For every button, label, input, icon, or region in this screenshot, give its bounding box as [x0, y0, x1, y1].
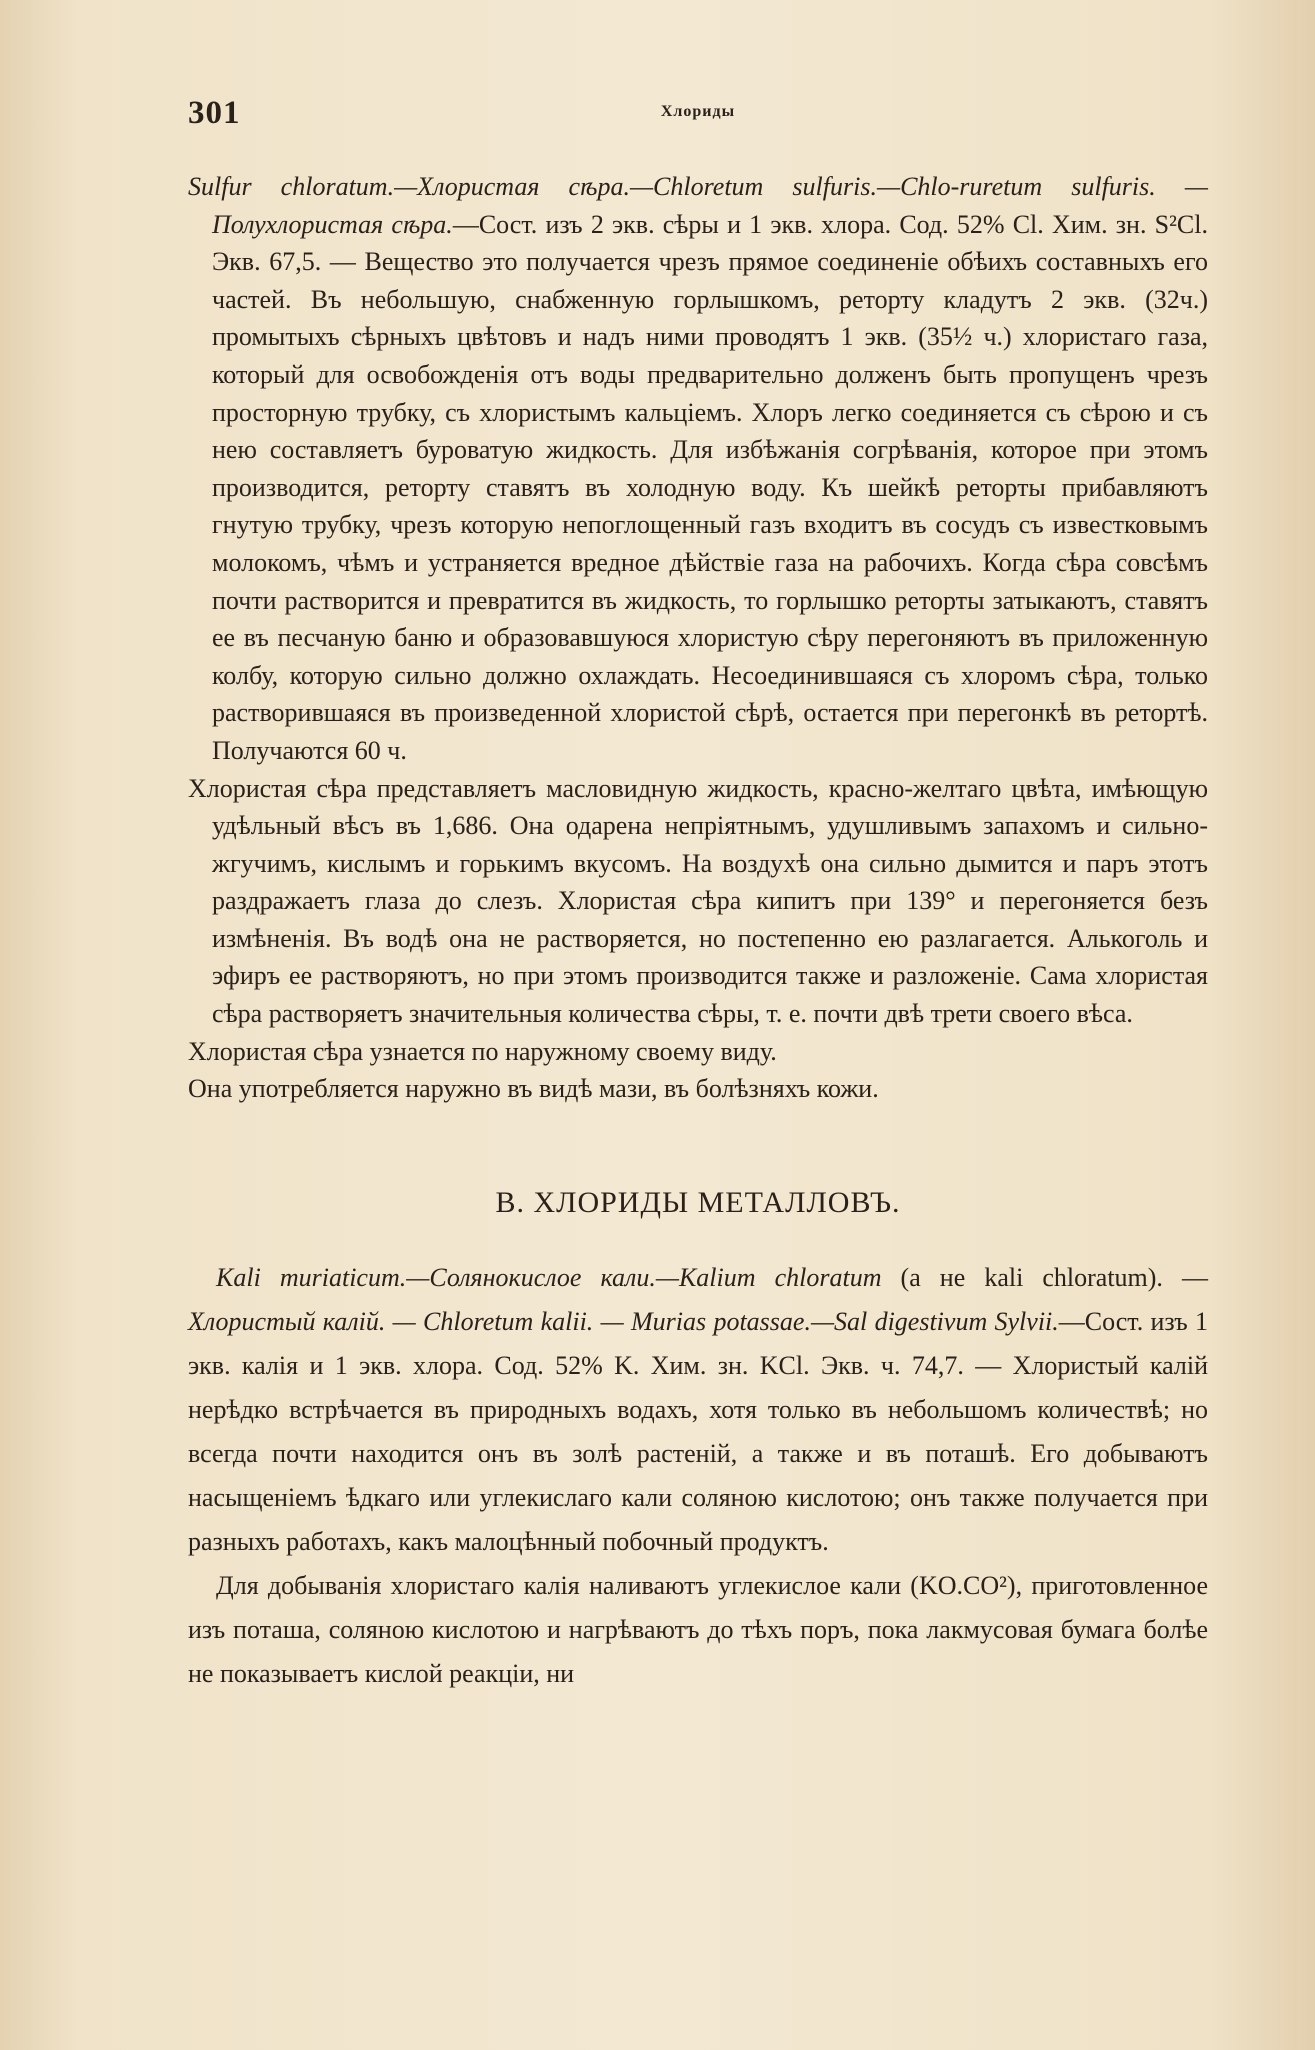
- entry-names: Sulfur chloratum.—Хлористая сѣра.—Chloretum sulfuris.—Chlo-ruretum sulfuris. — Полухлористая сѣра.: [188, 172, 1208, 239]
- entry-properties: [188, 770, 1208, 1033]
- entry-names-2: Хлористый калій. — Chloretum kalii. — Murias potassae.—Sal digestivum Sylvii.: [188, 1306, 1059, 1336]
- section-title: B. ХЛОРИДЫ МЕТАЛЛОВЪ.: [495, 1185, 901, 1219]
- entry-text-1: (а не kali chloratum). —: [881, 1262, 1208, 1292]
- entry-text-2: —Сост. изъ 1 экв. калія и 1 экв. хлора. Сод. 52% K. Хим. зн. KCl. Экв. ч. 74,7. — Хлористый калій нерѣдко встрѣчается въ природныхъ водахъ, хотя только въ небольшомъ количествѣ; но всегда почти находится онъ въ золѣ растеній, а также и въ поташѣ. Его добываютъ насыщеніемъ ѣдкаго или углекислаго кали соляною кислотою; онъ также получается при разныхъ работахъ, какъ малоцѣнный побочный продуктъ.: [188, 1306, 1208, 1556]
- entry-properties-text: Хлористая сѣра представляетъ масловидную жидкость, красно-желтаго цвѣта, имѣющую удѣльный вѣсъ въ 1,686. Она одарена непріятнымъ, удушливымъ запахомъ и сильно-жгучимъ, кислымъ и горькимъ вкусомъ. На воздухѣ она сильно дымится и паръ этотъ раздражаетъ глаза до слезъ. Хлористая сѣра кипитъ при 139° и перегоняется безъ измѣненія. Въ водѣ она не растворяется, но постепенно ею разлагается. Алькоголь и эфиръ ее растворяютъ, но при этомъ производится также и разложеніе. Сама хлористая сѣра растворяетъ значительныя количества сѣры, т. е. почти двѣ трети своего вѣса.: [188, 773, 1208, 1029]
- identification-line: Хлористая сѣра узнается по наружному своему виду.: [188, 1036, 777, 1066]
- page-header: [188, 95, 1208, 145]
- entry-text: —Сост. изъ 2 экв. сѣры и 1 экв. хлора. Сод. 52% Cl. Хим. зн. S²Cl. Экв. 67,5. — Вещество это получается чрезъ прямое соединеніе обѣихъ составныхъ его частей. Въ небольшую, снабженную горлышкомъ, реторту кладутъ 2 экв. (32ч.) промытыхъ сѣрныхъ цвѣтовъ и надъ ними проводятъ 1 экв. (35½ ч.) хлористаго газа, который для освобожденія отъ воды предварительно долженъ быть пропущенъ чрезъ просторную трубку, съ хлористымъ кальціемъ. Хлоръ легко соединяется съ сѣрою и съ нею составляетъ буроватую жидкость. Для избѣжанія согрѣванія, которое при этомъ производится, реторту ставятъ въ холодную воду. Къ шейкѣ реторты прибавляютъ гнутую трубку, чрезъ которую непоглощенный газъ входитъ въ сосудъ съ известковымъ молокомъ, чѣмъ и устраняется вредное дѣйствіе газа на рабочихъ. Когда сѣра совсѣмъ почти растворится и превратится въ жидкость, то горлышко реторты затыкаютъ, ставятъ ее въ песчаную баню и образовавшуюся хлористую сѣру перегоняютъ въ приложенную колбу, которую сильно должно охлаждать. Несоединившаяся съ хлоромъ сѣра, только растворившаяся въ произведенной хлористой сѣрѣ, остается при перегонкѣ въ ретортѣ. Получаются 60 ч.: [212, 209, 1208, 765]
- body-text: [188, 168, 1208, 1696]
- entry-sulfur-chloratum: [188, 168, 1208, 770]
- entry-names-1: Kali muriaticum.—Солянокислое кали.—Kalium chloratum: [216, 1262, 882, 1292]
- paragraph-preparation: Для добыванія хлористаго калія наливаютъ углекислое кали (KO.CO²), приготовленное изъ поташа, соляною кислотою и нагрѣваютъ до тѣхъ поръ, пока лакмусовая бумага болѣе не показываетъ кислой реакціи, ни: [188, 1570, 1208, 1688]
- page-number: 301: [188, 95, 241, 131]
- usage-line: Она употребляется наружно въ видѣ мази, въ болѣзняхъ кожи.: [188, 1074, 879, 1104]
- running-head: Хлориды: [660, 103, 736, 120]
- entry-kali-muriaticum: [188, 1256, 1208, 1564]
